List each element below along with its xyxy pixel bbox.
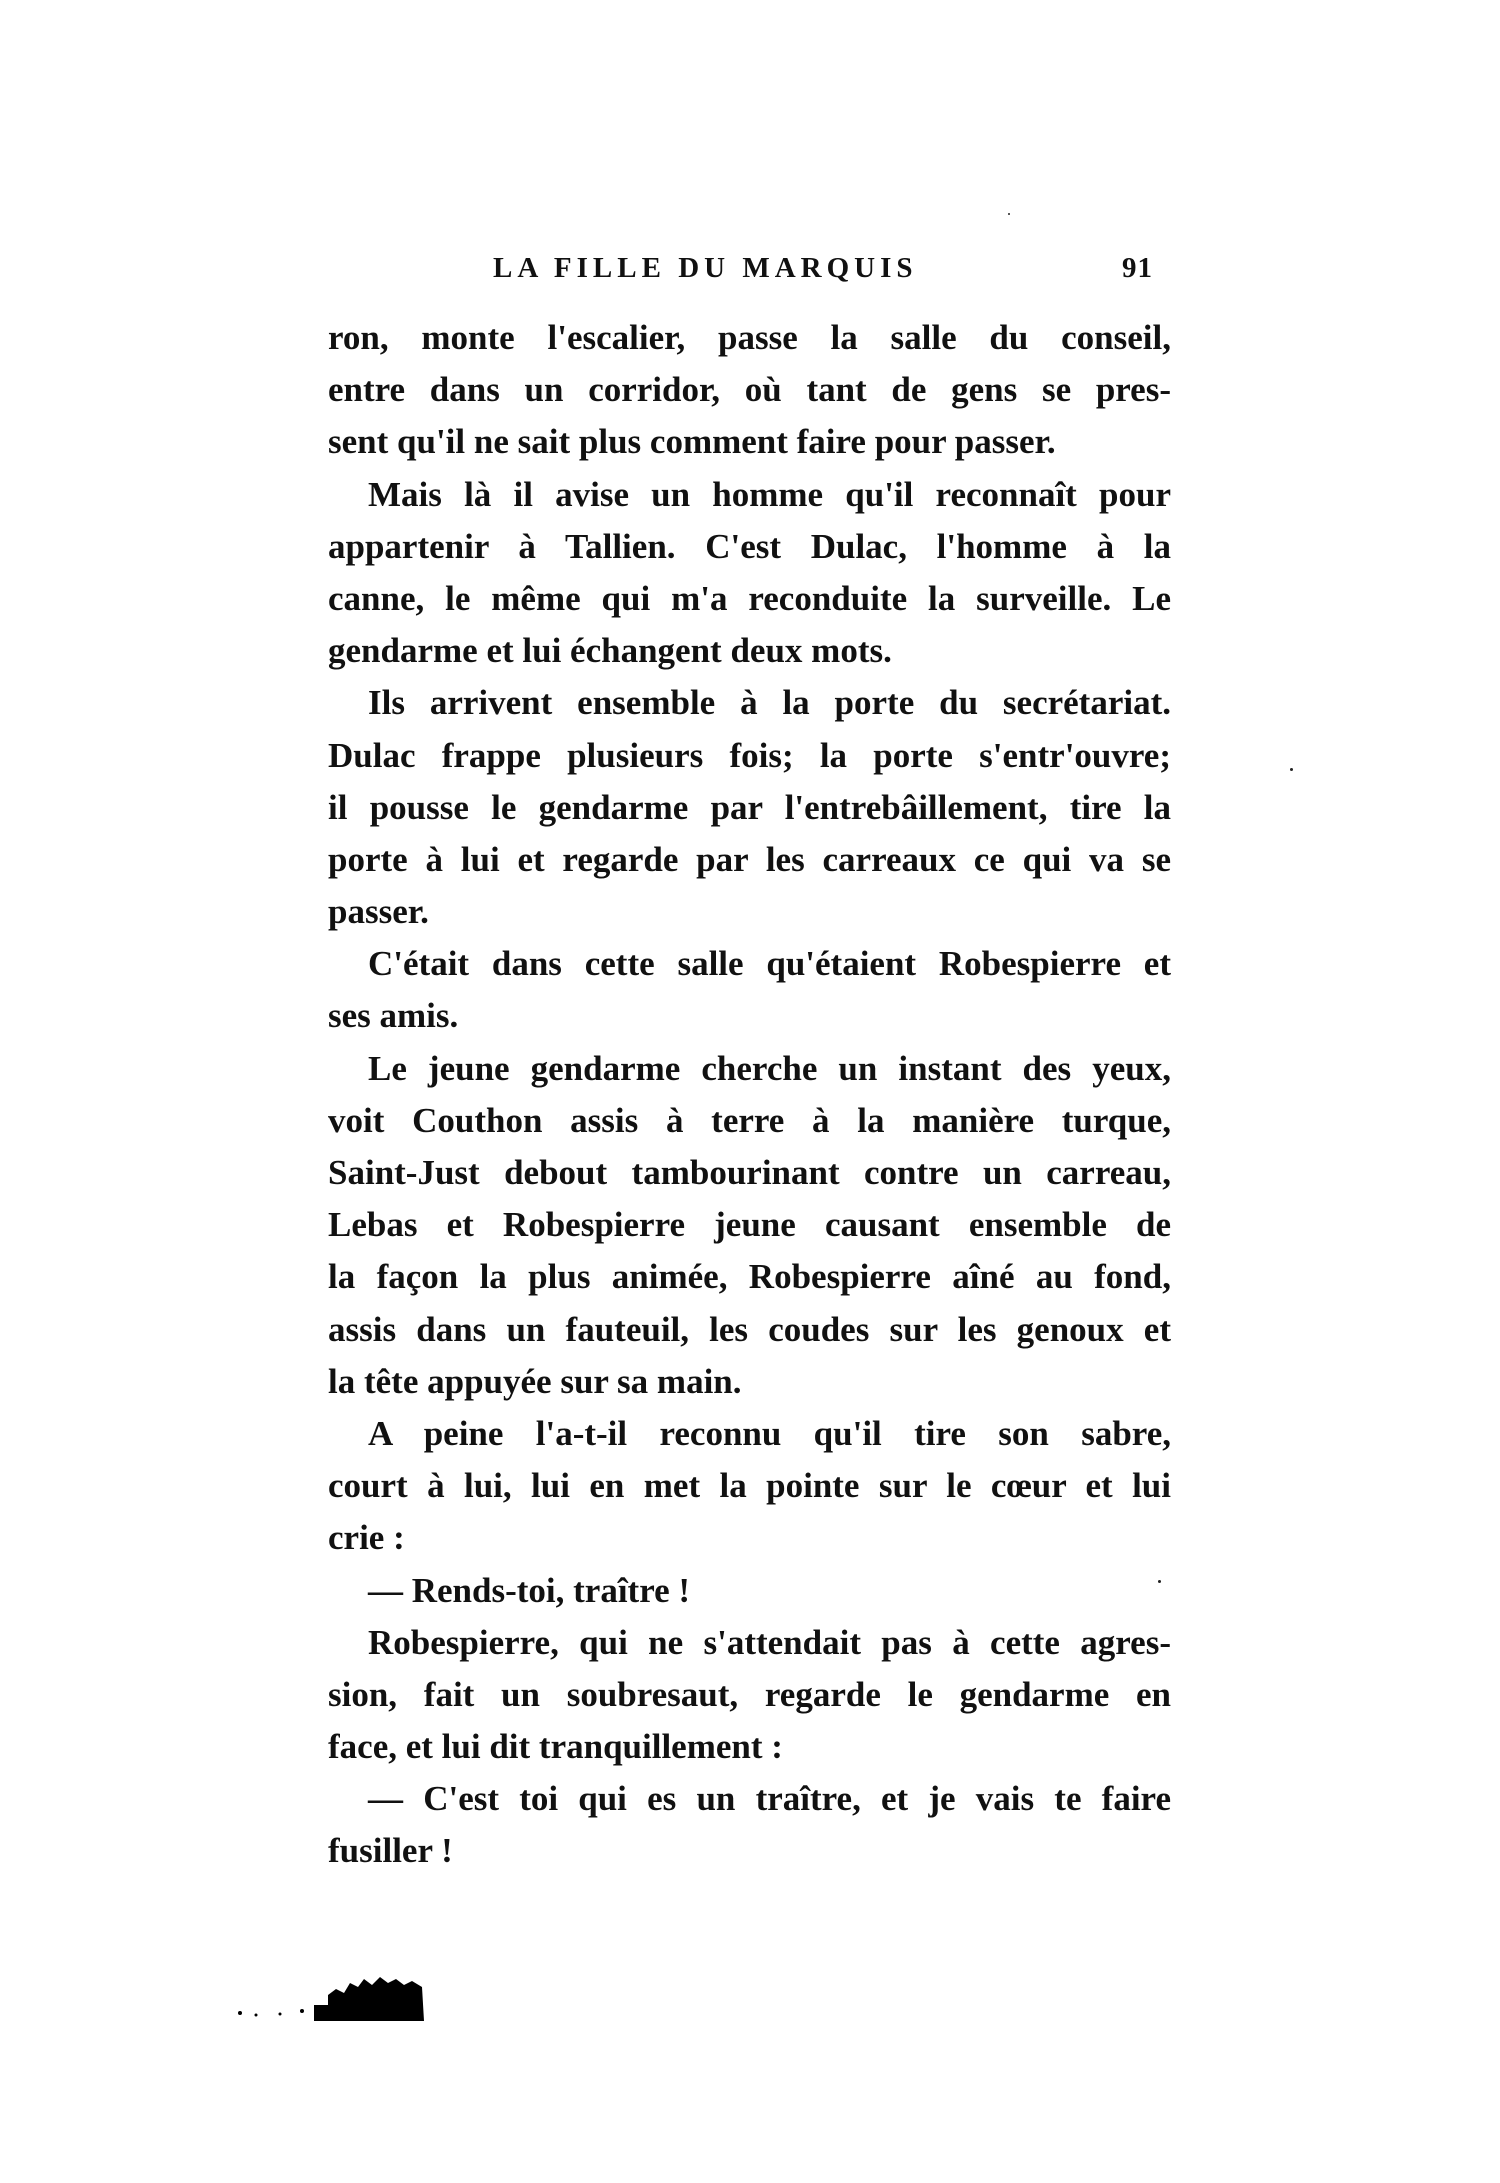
text-line: Le jeune gendarme cherche un instant des yeux,	[368, 1048, 1171, 1088]
text-line: Robespierre, qui ne s'attendait pas à cette agres-	[368, 1622, 1171, 1662]
text-line: fusiller !	[328, 1831, 453, 1871]
text-line: C'était dans cette salle qu'étaient Robespierre et	[368, 944, 1171, 984]
paragraph	[328, 677, 1171, 938]
paragraph	[328, 1565, 1171, 1617]
page-number: 91	[1122, 252, 1153, 284]
text-line: A peine l'a-t-il reconnu qu'il tire son sabre,	[368, 1413, 1171, 1453]
text-line: ron, monte l'escalier, passe la salle du conseil,	[328, 318, 1171, 357]
body-text	[328, 312, 1171, 1878]
text-line: appartenir à Tallien. C'est Dulac, l'homme à la	[328, 526, 1171, 566]
text-line: Lebas et Robespierre jeune causant ensemble de	[328, 1205, 1171, 1245]
running-head	[328, 252, 1171, 296]
text-line: voit Couthon assis à terre à la manière turque,	[328, 1100, 1171, 1140]
text-line: — Rends-toi, traître !	[368, 1570, 691, 1610]
text-line: canne, le même qui m'a reconduite la surveille. Le	[328, 578, 1171, 618]
text-line: sion, fait un soubresaut, regarde le gendarme en	[328, 1674, 1171, 1714]
paragraph	[328, 1773, 1171, 1877]
text-line: Saint-Just debout tambourinant contre un carreau,	[328, 1153, 1171, 1192]
ink-speck	[1158, 1580, 1161, 1583]
text-line: porte à lui et regarde par les carreaux ce qui va se	[328, 839, 1171, 879]
running-head-title: LA FILLE DU MARQUIS	[493, 252, 918, 284]
text-line: court à lui, lui en met la pointe sur le cœur et lui	[328, 1466, 1171, 1506]
ink-smudge-mark	[236, 1975, 426, 2021]
text-line: assis dans un fauteuil, les coudes sur les genoux et	[328, 1309, 1171, 1349]
text-line: — C'est toi qui es un traître, et je vais te faire	[368, 1779, 1171, 1819]
paragraph	[328, 469, 1171, 678]
ink-speck	[1290, 768, 1293, 771]
paragraph	[328, 938, 1171, 1042]
text-line: la façon la plus animée, Robespierre aîné au fond,	[328, 1257, 1171, 1297]
text-line: entre dans un corridor, où tant de gens se pres-	[328, 370, 1171, 410]
text-line: passer.	[328, 892, 429, 932]
text-line: gendarme et lui échangent deux mots.	[328, 631, 892, 671]
text-line: face, et lui dit tranquillement :	[328, 1727, 783, 1767]
text-line: Mais là il avise un homme qu'il reconnaît pour	[368, 474, 1171, 514]
text-line: ses amis.	[328, 996, 459, 1036]
text-line: la tête appuyée sur sa main.	[328, 1361, 742, 1401]
text-line: crie :	[328, 1518, 405, 1558]
text-line: il pousse le gendarme par l'entrebâillement, tire la	[328, 787, 1171, 827]
ink-speck	[1008, 213, 1010, 215]
paragraph	[328, 1408, 1171, 1565]
paragraph	[328, 312, 1171, 469]
text-line: Dulac frappe plusieurs fois; la porte s'entr'ouvre;	[328, 735, 1171, 775]
text-line: Ils arrivent ensemble à la porte du secrétariat.	[368, 683, 1171, 723]
text-line: sent qu'il ne sait plus comment faire pour passer.	[328, 422, 1056, 462]
paragraph	[328, 1043, 1171, 1408]
paragraph	[328, 1617, 1171, 1774]
